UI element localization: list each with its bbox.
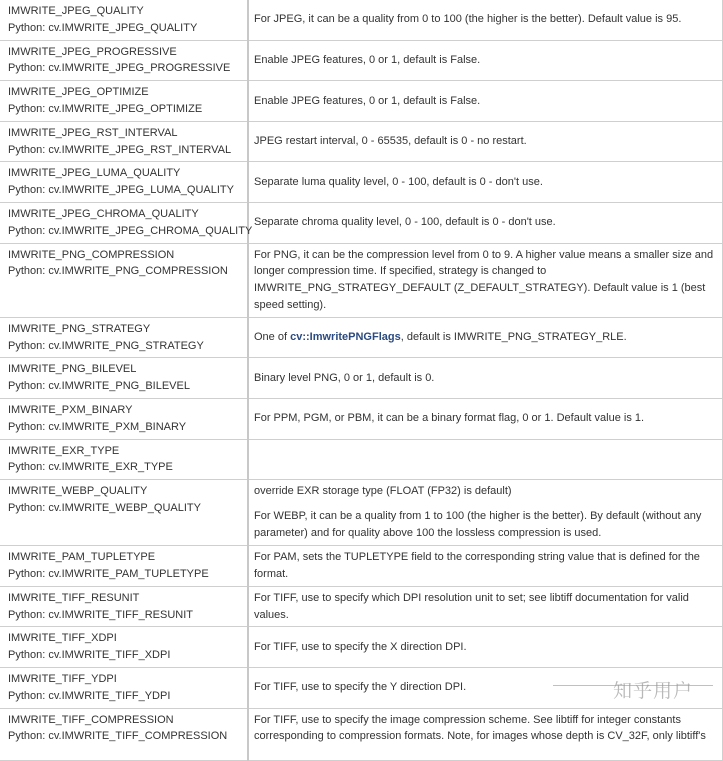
flag-name-cell [0, 243, 248, 317]
flag-name: IMWRITE_WEBP_QUALITY [8, 485, 148, 498]
table-row [0, 439, 723, 480]
flag-description-cell [248, 546, 723, 587]
flag-description: For TIFF, use to specify which DPI resolution unit to set; see libtiff documentation for valid values. [254, 591, 689, 621]
python-name: Python: cv.IMWRITE_WEBP_QUALITY [8, 501, 201, 514]
table-row [0, 398, 723, 439]
flag-description-cell [248, 627, 723, 668]
description-suffix: , default is IMWRITE_PNG_STRATEGY_RLE. [400, 331, 627, 344]
table-row [0, 480, 723, 546]
python-name: Python: cv.IMWRITE_JPEG_LUMA_QUALITY [8, 184, 234, 197]
flag-description: For TIFF, use to specify the X direction DPI. [254, 640, 467, 653]
flag-name: IMWRITE_JPEG_RST_INTERVAL [8, 126, 178, 139]
watermark: 知乎用户 [613, 676, 693, 703]
flag-name: IMWRITE_PNG_BILEVEL [8, 363, 137, 376]
flag-description-cell [248, 439, 723, 480]
table-row [0, 546, 723, 587]
flag-description-cell [248, 202, 723, 243]
flag-description-cell [248, 40, 723, 81]
flag-description-cell [248, 0, 723, 40]
flag-name: IMWRITE_TIFF_RESUNIT [8, 591, 140, 604]
python-name: Python: cv.IMWRITE_JPEG_QUALITY [8, 21, 198, 34]
flag-name: IMWRITE_JPEG_QUALITY [8, 5, 144, 17]
flag-name-cell [0, 439, 248, 480]
flag-name: IMWRITE_JPEG_LUMA_QUALITY [8, 167, 181, 180]
python-name: Python: cv.IMWRITE_TIFF_YDPI [8, 689, 171, 702]
flag-description: JPEG restart interval, 0 - 65535, default is 0 - no restart. [254, 135, 527, 148]
python-name: Python: cv.IMWRITE_JPEG_CHROMA_QUALITY [8, 224, 253, 237]
table-row [0, 243, 723, 317]
python-name: Python: cv.IMWRITE_PXM_BINARY [8, 420, 187, 433]
table-row [0, 0, 723, 40]
flag-name: IMWRITE_PNG_STRATEGY [8, 322, 151, 335]
flag-name: IMWRITE_JPEG_OPTIMIZE [8, 86, 149, 99]
flag-name: IMWRITE_PNG_COMPRESSION [8, 248, 175, 261]
flag-description-cell [248, 358, 723, 399]
flag-name: IMWRITE_TIFF_YDPI [8, 672, 117, 685]
flag-name-cell [0, 708, 248, 760]
python-name: Python: cv.IMWRITE_PNG_COMPRESSION [8, 265, 228, 278]
flag-name: IMWRITE_TIFF_XDPI [8, 632, 117, 645]
python-name: Python: cv.IMWRITE_EXR_TYPE [8, 461, 173, 474]
python-name: Python: cv.IMWRITE_TIFF_XDPI [8, 649, 171, 662]
table-row [0, 358, 723, 399]
python-name: Python: cv.IMWRITE_TIFF_RESUNIT [8, 608, 193, 621]
flag-description: For TIFF, use to specify the Y direction DPI. [254, 681, 467, 694]
table-row [0, 162, 723, 203]
python-name: Python: cv.IMWRITE_PNG_STRATEGY [8, 339, 204, 352]
flag-description: override EXR storage type (FLOAT (FP32) is default) [254, 485, 512, 498]
flag-name: IMWRITE_TIFF_COMPRESSION [8, 713, 174, 726]
imwrite-png-flags-link[interactable]: cv::ImwritePNGFlags [290, 331, 401, 344]
flag-name: IMWRITE_JPEG_PROGRESSIVE [8, 45, 177, 58]
flag-description-cell [248, 317, 723, 358]
flag-description-cell [248, 398, 723, 439]
flag-description: For WEBP, it can be a quality from 1 to 100 (the higher is the better). By default (without any parameter) and for quality above 100 the lossless compression is used. [254, 510, 702, 540]
python-name: Python: cv.IMWRITE_JPEG_PROGRESSIVE [8, 62, 231, 75]
table-row [0, 667, 723, 708]
flag-description: For PNG, it can be the compression level from 0 to 9. A higher value means a smaller size and longer compression time. If specified, strategy is changed to IMWRITE_PNG_STRATEGY_DEFAULT (Z_DEFAULT_STRATEGY). Default value is 1 (best speed setting). [254, 248, 714, 311]
flag-name-cell [0, 202, 253, 243]
table-row [0, 627, 723, 668]
table-row [0, 708, 723, 760]
flag-name: IMWRITE_EXR_TYPE [8, 444, 120, 457]
table-row [0, 317, 723, 358]
flag-name-cell [0, 398, 248, 439]
flag-description: Enable JPEG features, 0 or 1, default is False. [254, 53, 481, 66]
flag-description-cell [248, 243, 723, 317]
table-row [0, 586, 723, 627]
table-row [0, 121, 723, 162]
table-row [0, 40, 723, 81]
flag-name-cell [0, 627, 248, 668]
flag-name-cell [0, 480, 248, 546]
python-name: Python: cv.IMWRITE_JPEG_RST_INTERVAL [8, 143, 232, 156]
flag-name-cell [0, 317, 248, 358]
flag-description-cell [248, 162, 723, 203]
python-name: Python: cv.IMWRITE_PNG_BILEVEL [8, 380, 190, 393]
flag-name: IMWRITE_PAM_TUPLETYPE [8, 551, 156, 564]
flag-description-cell [248, 667, 723, 708]
flag-description-cell [248, 586, 723, 627]
flag-description-cell [248, 480, 723, 546]
flag-description: For PPM, PGM, or PBM, it can be a binary format flag, 0 or 1. Default value is 1. [254, 412, 645, 425]
flag-description: Enable JPEG features, 0 or 1, default is False. [254, 94, 481, 107]
flag-name-cell [0, 81, 248, 122]
description-prefix: One of [254, 331, 291, 344]
flag-name: IMWRITE_PXM_BINARY [8, 403, 133, 416]
flag-description: For JPEG, it can be a quality from 0 to 100 (the higher is the better). Default value is 95. [254, 13, 682, 26]
flag-name-cell [0, 358, 248, 399]
flag-description: Binary level PNG, 0 or 1, default is 0. [254, 371, 435, 384]
flag-name-cell [0, 121, 248, 162]
flag-name-cell [0, 667, 248, 708]
table-row [0, 81, 723, 122]
flag-description: For TIFF, use to specify the image compression scheme. See libtiff for integer constants corresponding to compression formats. Note, for images whose depth is CV_32F, only libtiff's [254, 713, 706, 743]
flag-description-cell [248, 708, 723, 760]
python-name: Python: cv.IMWRITE_JPEG_OPTIMIZE [8, 102, 203, 115]
flag-description-cell [248, 81, 723, 122]
flag-name-cell [0, 40, 248, 81]
flag-description: Separate chroma quality level, 0 - 100, default is 0 - don't use. [254, 216, 556, 229]
flag-name-cell [0, 162, 248, 203]
flag-name: IMWRITE_JPEG_CHROMA_QUALITY [8, 207, 199, 220]
flag-name-cell [0, 0, 248, 40]
flag-description: Separate luma quality level, 0 - 100, default is 0 - don't use. [254, 175, 543, 188]
flag-name-cell [0, 546, 248, 587]
table-row [0, 202, 723, 243]
flag-name-cell [0, 586, 248, 627]
flag-description [254, 329, 715, 346]
python-name: Python: cv.IMWRITE_TIFF_COMPRESSION [8, 730, 228, 743]
flag-description-cell [248, 121, 723, 162]
flag-description: For PAM, sets the TUPLETYPE field to the corresponding string value that is defined for the format. [254, 551, 700, 580]
python-name: Python: cv.IMWRITE_PAM_TUPLETYPE [8, 567, 209, 580]
